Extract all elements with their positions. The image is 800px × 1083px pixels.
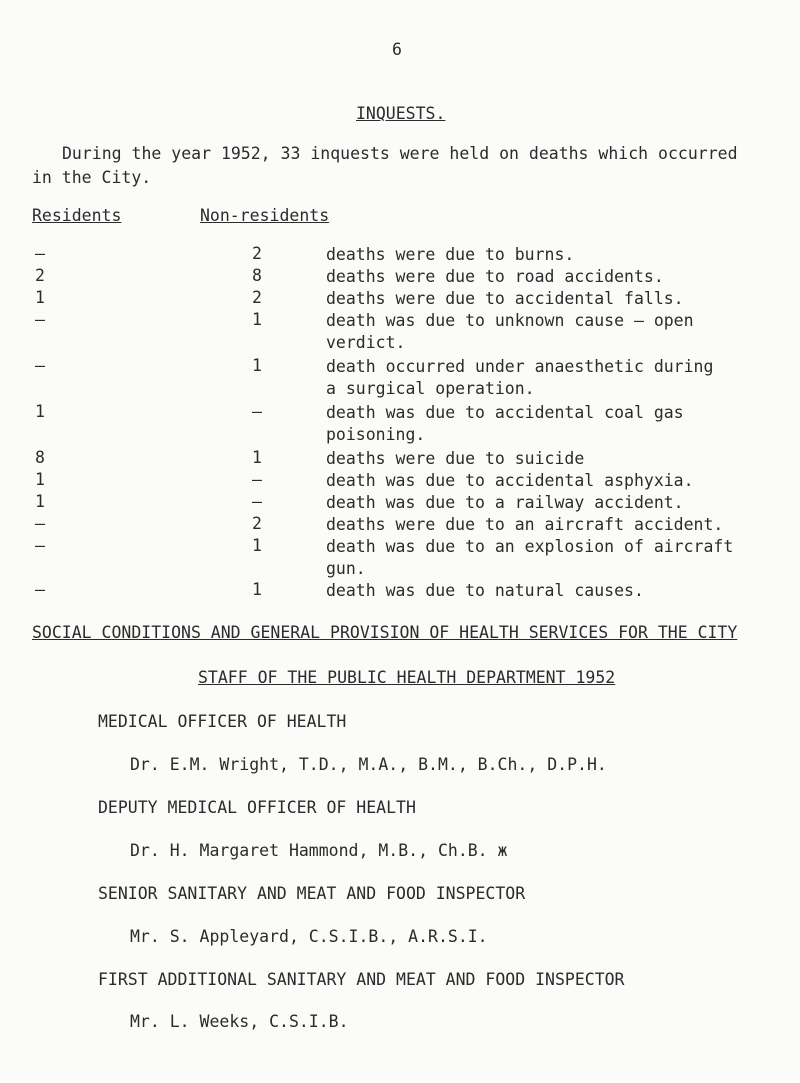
row-description: death was due to a railway accident. [326, 493, 684, 512]
row-description: deaths were due to accidental falls. [326, 289, 684, 308]
non-residents-count: 1 [252, 356, 262, 375]
staff-post: DEPUTY MEDICAL OFFICER OF HEALTH [98, 798, 416, 817]
staff-post: MEDICAL OFFICER OF HEALTH [98, 712, 347, 731]
row-description: death was due to an explosion of aircraft gun. [326, 537, 734, 578]
non-residents-count: 2 [252, 514, 262, 533]
residents-count: – [35, 310, 45, 329]
residents-count: 1 [35, 402, 45, 421]
row-description: deaths were due to an aircraft accident. [326, 515, 724, 534]
row-description: death was due to unknown cause – open verdict. [326, 311, 694, 352]
non-residents-count: 1 [252, 448, 262, 467]
staff-heading: STAFF OF THE PUBLIC HEALTH DEPARTMENT 1952 [198, 668, 616, 687]
residents-count: – [35, 580, 45, 599]
row-description: deaths were due to suicide [326, 449, 585, 468]
residents-count: – [35, 536, 45, 555]
non-residents-count: 8 [252, 266, 262, 285]
non-residents-count: 1 [252, 536, 262, 555]
non-residents-count: – [252, 402, 262, 421]
residents-count: 1 [35, 470, 45, 489]
staff-post: SENIOR SANITARY AND MEAT AND FOOD INSPECTOR [98, 884, 526, 903]
non-residents-count: 1 [252, 310, 262, 329]
staff-post: FIRST ADDITIONAL SANITARY AND MEAT AND FOOD INSPECTOR [98, 970, 625, 989]
row-description: deaths were due to road accidents. [326, 267, 664, 286]
row-description: deaths were due to burns. [326, 245, 575, 264]
page-title: INQUESTS. [356, 104, 446, 123]
residents-count: 1 [35, 288, 45, 307]
non-residents-count: 1 [252, 580, 262, 599]
social-conditions-heading: SOCIAL CONDITIONS AND GENERAL PROVISION OF HEALTH SERVICES FOR THE CITY [32, 623, 738, 642]
column-header-residents: Residents [32, 206, 122, 225]
non-residents-count: 2 [252, 244, 262, 263]
residents-count: 1 [35, 492, 45, 511]
non-residents-count: – [252, 470, 262, 489]
intro-line-2: in the City. [32, 168, 152, 187]
row-description: death occurred under anaesthetic during a surgical operation. [326, 357, 714, 398]
intro-line-1: During the year 1952, 33 inquests were held on deaths which occurred [62, 144, 738, 163]
staff-name: Dr. E.M. Wright, T.D., M.A., B.M., B.Ch., D.P.H. [130, 755, 607, 774]
non-residents-count: – [252, 492, 262, 511]
staff-name: Dr. H. Margaret Hammond, M.B., Ch.B. ж [130, 841, 508, 860]
staff-name: Mr. L. Weeks, C.S.I.B. [130, 1012, 349, 1031]
non-residents-count: 2 [252, 288, 262, 307]
residents-count: 8 [35, 448, 45, 467]
staff-name: Mr. S. Appleyard, C.S.I.B., A.R.S.I. [130, 927, 488, 946]
row-description: death was due to accidental coal gas poisoning. [326, 403, 684, 444]
page-number: 6 [392, 40, 402, 59]
column-header-non-residents: Non-residents [200, 206, 330, 225]
row-description: death was due to accidental asphyxia. [326, 471, 694, 490]
residents-count: – [35, 244, 45, 263]
residents-count: – [35, 514, 45, 533]
residents-count: – [35, 356, 45, 375]
row-description: death was due to natural causes. [326, 581, 644, 600]
residents-count: 2 [35, 266, 45, 285]
